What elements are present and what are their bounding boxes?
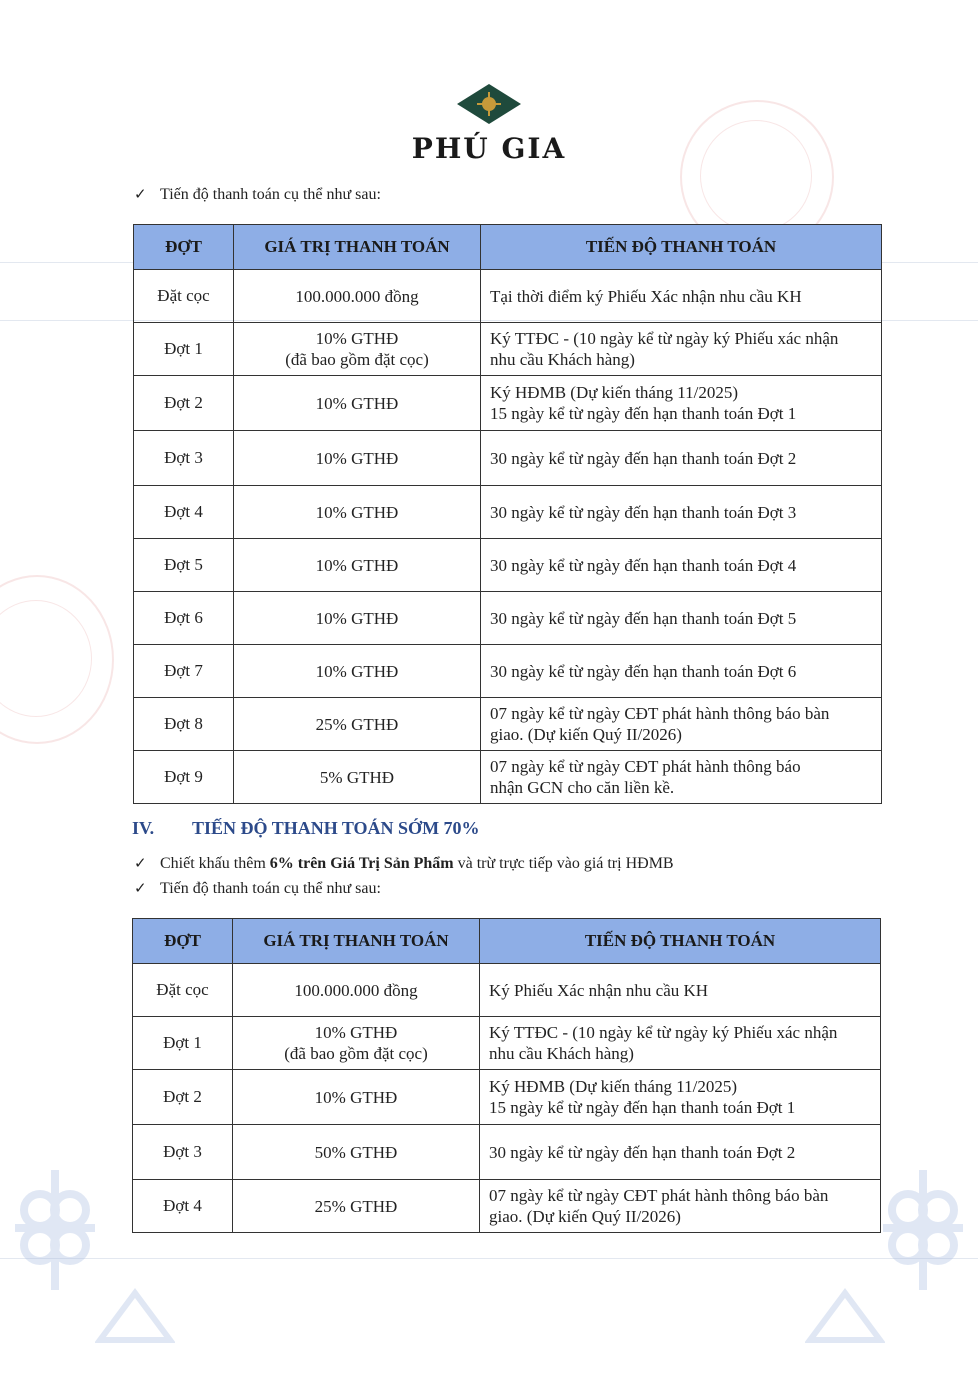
cell-dot: Đợt 4: [133, 1180, 233, 1233]
background-line: [0, 1258, 978, 1259]
cell-dot: Đợt 6: [134, 592, 234, 645]
cell-value-line: 10% GTHĐ: [315, 555, 399, 575]
cell-schedule-line: 15 ngày kể từ ngày đến hạn thanh toán Đợt 1: [490, 404, 797, 423]
cell-dot: Đợt 9: [134, 751, 234, 804]
cell-value-line: 100.000.000 đồng: [294, 980, 418, 1000]
cell-value-line: 50% GTHĐ: [314, 1142, 398, 1162]
cell-schedule: [481, 376, 882, 431]
check-icon: ✓: [134, 185, 147, 203]
cell-value: [234, 323, 481, 376]
cell-schedule: [481, 645, 882, 698]
cell-schedule-line: 30 ngày kể từ ngày đến hạn thanh toán Đợt 3: [490, 502, 797, 522]
cell-schedule: [480, 964, 881, 1017]
table-row: [133, 1070, 881, 1125]
cell-schedule-line: 30 ngày kể từ ngày đến hạn thanh toán Đợt 4: [490, 555, 797, 575]
table-row: [134, 431, 882, 486]
cell-value-line: 25% GTHĐ: [315, 714, 399, 734]
cell-schedule-line: giao. (Dự kiến Quý II/2026): [489, 1207, 681, 1226]
cell-value: [234, 431, 481, 486]
cell-value: [234, 270, 481, 323]
cell-schedule-line: Ký HĐMB (Dự kiến tháng 11/2025): [489, 1077, 737, 1096]
table-row: [134, 323, 882, 376]
cell-dot: Đợt 5: [134, 539, 234, 592]
cell-value: [233, 964, 480, 1017]
cell-value-line: 10% GTHĐ: [315, 608, 399, 628]
cell-schedule-line: nhu cầu Khách hàng): [489, 1044, 634, 1063]
cell-value-line: 10% GTHĐ: [314, 1087, 398, 1107]
table-row: [134, 645, 882, 698]
table-row: [133, 964, 881, 1017]
header-dot: ĐỢT: [133, 919, 233, 964]
cell-dot: Đợt 4: [134, 486, 234, 539]
cell-value: [233, 1017, 480, 1070]
cell-schedule-line: 07 ngày kể từ ngày CĐT phát hành thông báo bàn: [489, 1186, 829, 1205]
decorative-triangle-right: [805, 1285, 885, 1345]
cell-schedule: [480, 1180, 881, 1233]
cell-schedule-line: 30 ngày kể từ ngày đến hạn thanh toán Đợt 2: [490, 448, 797, 468]
brand-logo: [0, 82, 978, 165]
cell-schedule: [481, 751, 882, 804]
logo-wordmark: PHÚ GIA: [411, 132, 567, 165]
cell-value: [234, 376, 481, 431]
table-row: [133, 1180, 881, 1233]
cell-dot: Đợt 2: [134, 376, 234, 431]
cell-schedule-line: nhận GCN cho căn liền kề.: [490, 778, 675, 797]
cell-value-line: 10% GTHĐ: [315, 329, 399, 348]
intro-line: [134, 185, 381, 204]
discount-bold: 6% trên Giá Trị Sản Phẩm: [269, 855, 454, 872]
intro-text: Tiến độ thanh toán cụ thể như sau:: [160, 880, 381, 897]
cell-dot: Đặt cọc: [133, 964, 233, 1017]
cell-value-line: 10% GTHĐ: [315, 661, 399, 681]
cell-value-line: 10% GTHĐ: [315, 393, 399, 413]
cell-dot: Đợt 3: [134, 431, 234, 486]
cell-schedule: [480, 1070, 881, 1125]
cell-schedule-line: Ký HĐMB (Dự kiến tháng 11/2025): [490, 383, 738, 402]
cell-schedule-line: 30 ngày kể từ ngày đến hạn thanh toán Đợt 6: [490, 661, 797, 681]
cell-schedule: [481, 486, 882, 539]
payment-schedule-table: [133, 224, 882, 804]
check-icon: ✓: [134, 854, 147, 872]
section-number: IV.: [132, 818, 155, 838]
section-heading: [132, 818, 480, 839]
cell-value: [234, 592, 481, 645]
cell-schedule: [481, 539, 882, 592]
cell-value-line: 10% GTHĐ: [315, 502, 399, 522]
cell-schedule: [481, 270, 882, 323]
discount-prefix: Chiết khấu thêm: [160, 855, 270, 872]
header-value: GIÁ TRỊ THANH TOÁN: [233, 919, 480, 964]
cell-schedule: [481, 592, 882, 645]
cell-value-line: (đã bao gồm đặt cọc): [285, 350, 429, 369]
cell-dot: Đợt 8: [134, 698, 234, 751]
cell-value-line: 25% GTHĐ: [314, 1196, 398, 1216]
header-value: GIÁ TRỊ THANH TOÁN: [234, 225, 481, 270]
cell-schedule-line: 30 ngày kể từ ngày đến hạn thanh toán Đợt 2: [489, 1142, 796, 1162]
table-row: [134, 698, 882, 751]
table-header-row: [133, 919, 881, 964]
intro-line-2: [134, 879, 381, 898]
cell-value: [234, 539, 481, 592]
table-row: [134, 751, 882, 804]
early-payment-schedule-table: [132, 918, 881, 1233]
table-row: [133, 1125, 881, 1180]
table-row: [133, 1017, 881, 1070]
cell-schedule-line: 15 ngày kể từ ngày đến hạn thanh toán Đợt 1: [489, 1098, 796, 1117]
cell-value: [233, 1070, 480, 1125]
discount-line: [134, 854, 674, 873]
cell-schedule-line: Ký Phiếu Xác nhận nhu cầu KH: [489, 980, 709, 1000]
cell-schedule: [481, 698, 882, 751]
table-row: [134, 486, 882, 539]
header-dot: ĐỢT: [134, 225, 234, 270]
cell-dot: Đợt 7: [134, 645, 234, 698]
header-schedule: TIẾN ĐỘ THANH TOÁN: [480, 919, 881, 964]
cell-dot: Đặt cọc: [134, 270, 234, 323]
section-title: TIẾN ĐỘ THANH TOÁN SỚM 70%: [192, 818, 480, 838]
table-row: [134, 592, 882, 645]
cell-schedule-line: giao. (Dự kiến Quý II/2026): [490, 725, 682, 744]
cell-value: [233, 1180, 480, 1233]
table-row: [134, 539, 882, 592]
cell-value: [234, 698, 481, 751]
discount-suffix: và trừ trực tiếp vào giá trị HĐMB: [453, 855, 674, 872]
cell-value-line: 5% GTHĐ: [319, 767, 395, 787]
cell-schedule-line: 30 ngày kể từ ngày đến hạn thanh toán Đợt 5: [490, 608, 797, 628]
cell-dot: Đợt 1: [134, 323, 234, 376]
decorative-knot-left: [0, 1150, 110, 1350]
cell-value-line: 10% GTHĐ: [315, 448, 399, 468]
cell-schedule-line: 07 ngày kể từ ngày CĐT phát hành thông báo: [490, 757, 801, 776]
table-header-row: [134, 225, 882, 270]
cell-schedule-line: 07 ngày kể từ ngày CĐT phát hành thông báo bàn: [490, 704, 830, 723]
decorative-triangle-left: [95, 1285, 175, 1345]
cell-schedule-line: Ký TTĐC - (10 ngày kể từ ngày ký Phiếu xác nhận: [489, 1023, 838, 1042]
check-icon: ✓: [134, 879, 147, 897]
cell-dot: Đợt 2: [133, 1070, 233, 1125]
cell-value: [234, 645, 481, 698]
cell-value: [233, 1125, 480, 1180]
cell-schedule: [481, 431, 882, 486]
cell-value-line: 10% GTHĐ: [314, 1023, 398, 1042]
cell-value: [234, 751, 481, 804]
cell-schedule: [480, 1125, 881, 1180]
cell-dot: Đợt 3: [133, 1125, 233, 1180]
cell-schedule: [481, 323, 882, 376]
cell-value-line: (đã bao gồm đặt cọc): [284, 1044, 428, 1063]
logo-diamond-icon: [455, 82, 523, 126]
cell-schedule-line: nhu cầu Khách hàng): [490, 350, 635, 369]
cell-schedule-line: Tại thời điểm ký Phiếu Xác nhận nhu cầu KH: [490, 286, 802, 306]
cell-dot: Đợt 1: [133, 1017, 233, 1070]
table-row: [134, 376, 882, 431]
table-row: [134, 270, 882, 323]
cell-value-line: 100.000.000 đồng: [295, 286, 419, 306]
cell-value: [234, 486, 481, 539]
header-schedule: TIẾN ĐỘ THANH TOÁN: [481, 225, 882, 270]
cell-schedule: [480, 1017, 881, 1070]
cell-schedule-line: Ký TTĐC - (10 ngày kể từ ngày ký Phiếu xác nhận: [490, 329, 839, 348]
intro-text: Tiến độ thanh toán cụ thể như sau:: [160, 186, 381, 203]
